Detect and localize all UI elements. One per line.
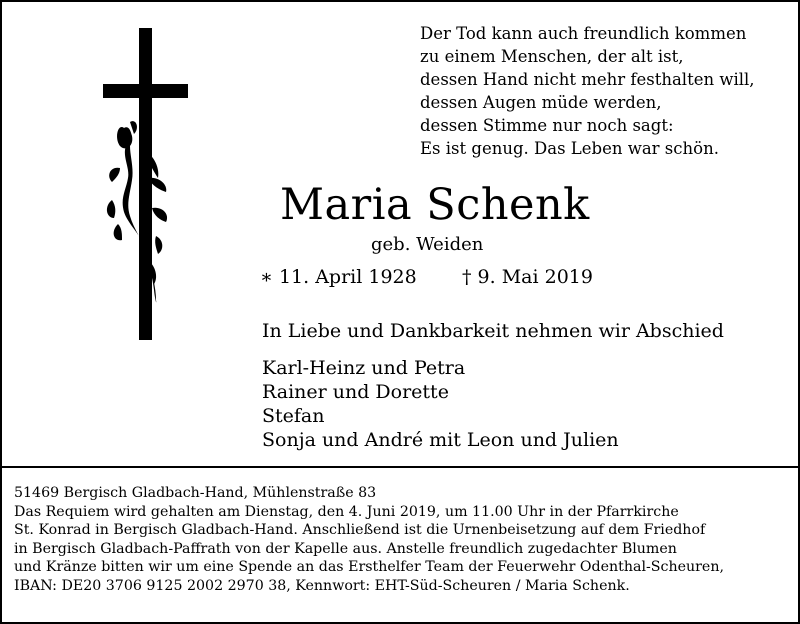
- address-line: 51469 Bergisch Gladbach-Hand, Mühlenstraße 83: [14, 485, 377, 501]
- details-line: St. Konrad in Bergisch Gladbach-Hand. Anschließend ist die Urnenbeisetzung auf dem Friedhof: [14, 522, 706, 539]
- details-line: und Kränze bitten wir um eine Spende an das Ersthelfer Team der Feuerwehr Odenthal-Scheuren,: [14, 559, 724, 576]
- birth-date: ∗ 11. April 1928: [260, 266, 417, 288]
- details-line: Das Requiem wird gehalten am Dienstag, den 4. Juni 2019, um 11.00 Uhr in der Pfarrkirche: [14, 503, 679, 520]
- poem-line: dessen Augen müde werden,: [420, 93, 662, 112]
- poem-line: dessen Stimme nur noch sagt:: [420, 116, 674, 135]
- rose-icon: [107, 121, 167, 302]
- family-member: Sonja und André mit Leon und Julien: [262, 429, 619, 451]
- poem-line: zu einem Menschen, der alt ist,: [420, 47, 684, 66]
- family-member: Stefan: [262, 405, 325, 427]
- details-line: in Bergisch Gladbach-Paffrath von der Kapelle aus. Anstelle freundlich zugedachter Blumen: [14, 540, 677, 557]
- deceased-name: Maria Schenk: [280, 180, 590, 230]
- funeral-details: [14, 484, 724, 596]
- cross-vertical-beam: [139, 28, 152, 340]
- poem: [420, 22, 755, 160]
- birth-name: geb. Weiden: [371, 234, 484, 255]
- poem-line: dessen Hand nicht mehr festhalten will,: [420, 70, 755, 89]
- donation-line: IBAN: DE20 3706 9125 2002 2970 38, Kennwort: EHT-Süd-Scheuren / Maria Schenk.: [14, 577, 630, 594]
- death-date: † 9. Mai 2019: [462, 266, 593, 288]
- poem-line: Es ist genug. Das Leben war schön.: [420, 139, 719, 158]
- family-member: Rainer und Dorette: [262, 381, 449, 403]
- poem-line: Der Tod kann auch freundlich kommen: [420, 24, 747, 43]
- family-member: Karl-Heinz und Petra: [262, 357, 466, 379]
- farewell-text: In Liebe und Dankbarkeit nehmen wir Abschied: [262, 320, 724, 342]
- family-list: [262, 356, 619, 452]
- divider: [0, 466, 800, 468]
- cross-horizontal-beam: [103, 84, 188, 98]
- cross-with-rose-icon: [100, 28, 195, 343]
